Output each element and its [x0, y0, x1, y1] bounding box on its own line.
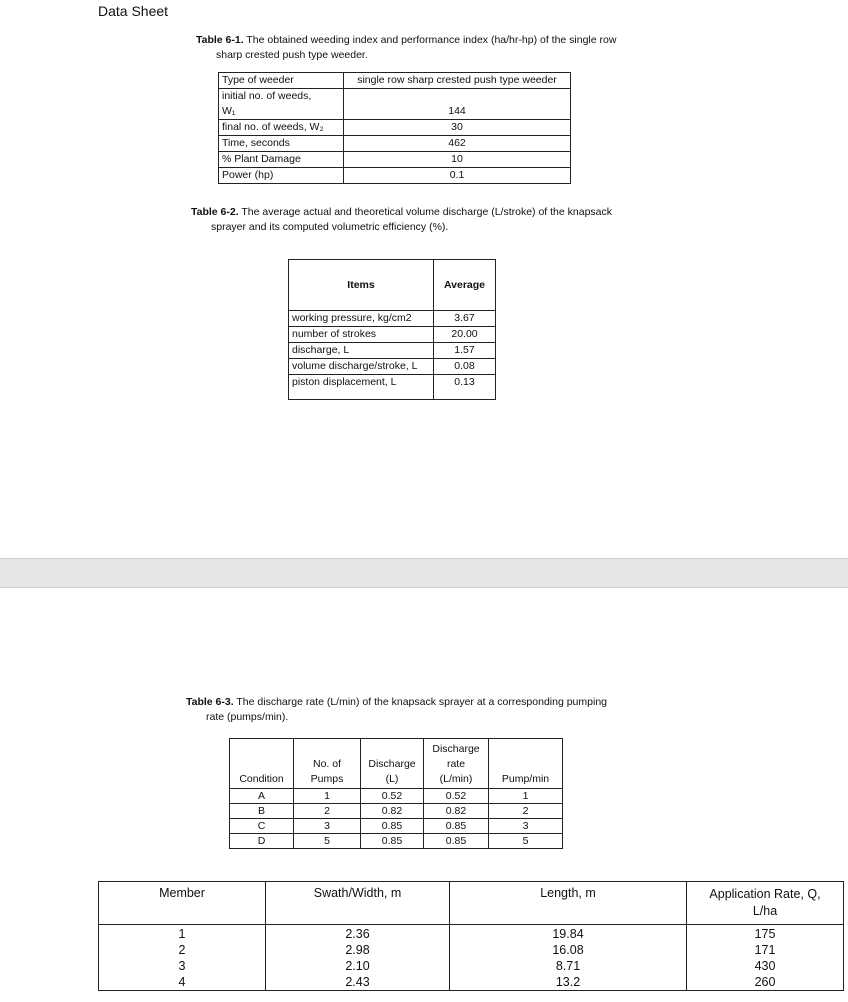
table-cell: D	[230, 834, 294, 849]
table-row	[230, 819, 563, 834]
table62-caption-line2: sprayer and its computed volumetric efficiency (%).	[211, 221, 449, 233]
table-cell: 0.82	[424, 804, 489, 819]
table-row	[289, 260, 496, 311]
table-header-cell: No. of Pumps	[294, 739, 361, 789]
table-cell: Time, seconds	[219, 136, 344, 152]
table62-caption-line1: The average actual and theoretical volume discharge (L/stroke) of the knapsack	[238, 206, 613, 218]
table-row	[289, 359, 496, 375]
table-cell: 3.67	[434, 311, 496, 327]
table-header-cell: Application Rate, Q, L/ha	[687, 882, 844, 925]
table-row	[99, 958, 844, 974]
table-cell: 5	[294, 834, 361, 849]
table-cell: 1	[99, 925, 266, 943]
table-cell: 0.85	[424, 834, 489, 849]
table-cell: 3	[99, 958, 266, 974]
table-header-cell: Discharge rate (L/min)	[424, 739, 489, 789]
table62-caption	[191, 205, 612, 235]
table-cell: 0.13	[434, 375, 496, 400]
table-cell: 0.85	[361, 819, 424, 834]
table-cell: 430	[687, 958, 844, 974]
table-header-cell: Type of weeder	[219, 73, 344, 89]
table-cell: 1.57	[434, 343, 496, 359]
table-row	[219, 120, 571, 136]
table-row	[289, 327, 496, 343]
table-cell: 1	[489, 789, 563, 804]
table-cell: 3	[489, 819, 563, 834]
table63-caption-line1: The discharge rate (L/min) of the knapsack sprayer at a corresponding pumping	[233, 696, 607, 708]
table-header-cell: Swath/Width, m	[266, 882, 450, 925]
table-cell: 3	[294, 819, 361, 834]
table-cell: discharge, L	[289, 343, 434, 359]
table-row	[99, 882, 844, 925]
table-cell: 13.2	[450, 974, 687, 991]
table-cell: 0.82	[361, 804, 424, 819]
table-row	[289, 311, 496, 327]
table-cell	[344, 89, 571, 120]
table-cell: 19.84	[450, 925, 687, 943]
table-cell: 0.85	[361, 834, 424, 849]
table61-caption-line2: sharp crested push type weeder.	[216, 49, 368, 61]
table61-label: Table 6-1.	[196, 34, 244, 46]
table-cell: 5	[489, 834, 563, 849]
table-row	[230, 739, 563, 789]
table-cell: 0.08	[434, 359, 496, 375]
table-cell: W₁	[219, 104, 344, 120]
table-cell: initial no. of weeds,	[219, 89, 344, 105]
table-cell-value: 144	[448, 105, 466, 117]
table-row	[219, 152, 571, 168]
table-cell: B	[230, 804, 294, 819]
table-header-cell: Items	[289, 260, 434, 311]
table-row	[219, 89, 571, 105]
table-cell: 462	[344, 136, 571, 152]
table-6-2	[288, 259, 496, 400]
member-table	[98, 881, 844, 991]
table-header-cell: Discharge (L)	[361, 739, 424, 789]
table62-label: Table 6-2.	[191, 206, 239, 218]
table-cell: 20.00	[434, 327, 496, 343]
table61-caption	[196, 33, 616, 63]
table-cell: 8.71	[450, 958, 687, 974]
table-cell: 2.10	[266, 958, 450, 974]
table-cell: 10	[344, 152, 571, 168]
table-cell: 0.52	[424, 789, 489, 804]
table-header-cell: Pump/min	[489, 739, 563, 789]
table-cell: 2.98	[266, 942, 450, 958]
table-row	[219, 73, 571, 89]
page-separator	[0, 558, 848, 588]
table-header-cell: Condition	[230, 739, 294, 789]
table-cell: 2	[99, 942, 266, 958]
table-row	[230, 804, 563, 819]
table-row	[99, 942, 844, 958]
table-6-1	[218, 72, 571, 184]
table-header-cell: Average	[434, 260, 496, 311]
table63-caption-line2: rate (pumps/min).	[206, 711, 289, 723]
table-row	[230, 834, 563, 849]
table-cell: 2.36	[266, 925, 450, 943]
sheet-title: Data Sheet	[98, 3, 169, 19]
table-cell: 260	[687, 974, 844, 991]
table-row	[99, 974, 844, 991]
table63-caption	[186, 695, 607, 725]
table-cell: A	[230, 789, 294, 804]
table-cell: 30	[344, 120, 571, 136]
table-cell-value	[347, 89, 567, 104]
table-cell: 0.85	[424, 819, 489, 834]
table-cell: 16.08	[450, 942, 687, 958]
table-cell: piston displacement, L	[289, 375, 434, 400]
page-2	[0, 588, 848, 1002]
table61-caption-line1: The obtained weeding index and performance index (ha/hr-hp) of the single row	[243, 34, 617, 46]
table-cell: final no. of weeds, W₂	[219, 120, 344, 136]
table-cell: 1	[294, 789, 361, 804]
table63-label: Table 6-3.	[186, 696, 234, 708]
table-cell: 2	[489, 804, 563, 819]
table-cell: 2	[294, 804, 361, 819]
table-cell: 2.43	[266, 974, 450, 991]
table-cell: 175	[687, 925, 844, 943]
table-cell: Power (hp)	[219, 168, 344, 184]
table-header-cell: Length, m	[450, 882, 687, 925]
table-row	[99, 925, 844, 943]
table-cell: C	[230, 819, 294, 834]
table-row	[289, 343, 496, 359]
table-cell: number of strokes	[289, 327, 434, 343]
table-cell: 0.52	[361, 789, 424, 804]
table-row	[289, 375, 496, 400]
table-6-3	[229, 738, 563, 849]
table-cell: 171	[687, 942, 844, 958]
table-row	[219, 168, 571, 184]
table-cell: volume discharge/stroke, L	[289, 359, 434, 375]
table-cell: % Plant Damage	[219, 152, 344, 168]
table-cell: working pressure, kg/cm2	[289, 311, 434, 327]
table-header-cell: single row sharp crested push type weeder	[344, 73, 571, 89]
table-row	[230, 789, 563, 804]
table-row	[219, 136, 571, 152]
table-header-cell: Member	[99, 882, 266, 925]
table-cell: 0.1	[344, 168, 571, 184]
table-cell: 4	[99, 974, 266, 991]
